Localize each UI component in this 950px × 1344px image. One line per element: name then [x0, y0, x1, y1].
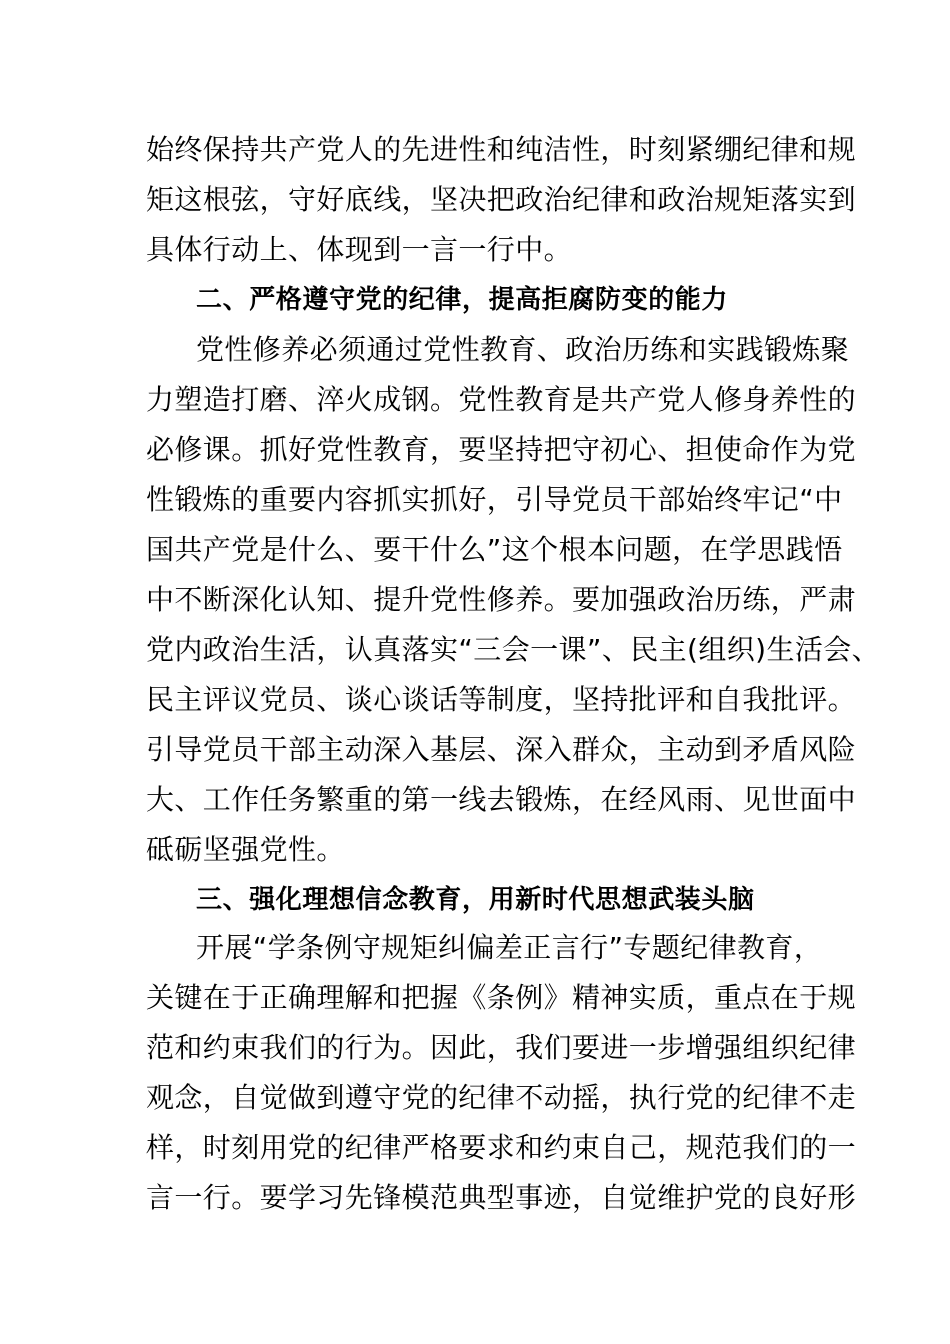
paragraph-line: 言一行。要学习先锋模范典型事迹，自觉维护党的良好形	[146, 1181, 857, 1214]
paragraph-line: 党内政治生活，认真落实“三会一课”、民主(组织)生活会、	[146, 633, 881, 666]
paragraph-line: 党性修养必须通过党性教育、政治历练和实践锻炼聚	[196, 333, 850, 366]
paragraph-line: 大、工作任务繁重的第一线去锻炼，在经风雨、见世面中	[146, 783, 857, 816]
paragraph-line: 范和约束我们的行为。因此，我们要进一步增强组织纪律	[146, 1031, 857, 1064]
paragraph-line: 性锻炼的重要内容抓实抓好，引导党员干部始终牢记“中	[146, 483, 843, 516]
paragraph-line: 关键在于正确理解和把握《条例》精神实质，重点在于规	[146, 981, 857, 1014]
paragraph-line: 中不断深化认知、提升党性修养。要加强政治历练，严肃	[146, 583, 857, 616]
section-heading-2: 二、严格遵守党的纪律，提高拒腐防变的能力	[196, 285, 729, 315]
paragraph-line: 始终保持共产党人的先进性和纯洁性，时刻紧绷纪律和规	[146, 133, 857, 166]
paragraph-line: 样，时刻用党的纪律严格要求和约束自己，规范我们的一	[146, 1131, 857, 1164]
paragraph-line: 观念，自觉做到遵守党的纪律不动摇，执行党的纪律不走	[146, 1081, 857, 1114]
paragraph-line: 矩这根弦，守好底线，坚决把政治纪律和政治规矩落实到	[146, 183, 857, 216]
paragraph-line: 引导党员干部主动深入基层、深入群众，主动到矛盾风险	[146, 733, 857, 766]
paragraph-line: 开展“学条例守规矩纠偏差正言行”专题纪律教育，	[196, 931, 823, 964]
paragraph-line: 民主评议党员、谈心谈话等制度，坚持批评和自我批评。	[146, 683, 857, 716]
paragraph-line: 砥砺坚强党性。	[146, 833, 345, 866]
paragraph-line: 必修课。抓好党性教育，要坚持把守初心、担使命作为党	[146, 433, 857, 466]
section-heading-3: 三、强化理想信念教育，用新时代思想武装头脑	[196, 885, 755, 915]
paragraph-line: 力塑造打磨、淬火成钢。党性教育是共产党人修身养性的	[146, 383, 857, 416]
paragraph-line: 国共产党是什么、要干什么”这个根本问题，在学思践悟	[146, 533, 843, 566]
paragraph-line: 具体行动上、体现到一言一行中。	[146, 233, 573, 266]
